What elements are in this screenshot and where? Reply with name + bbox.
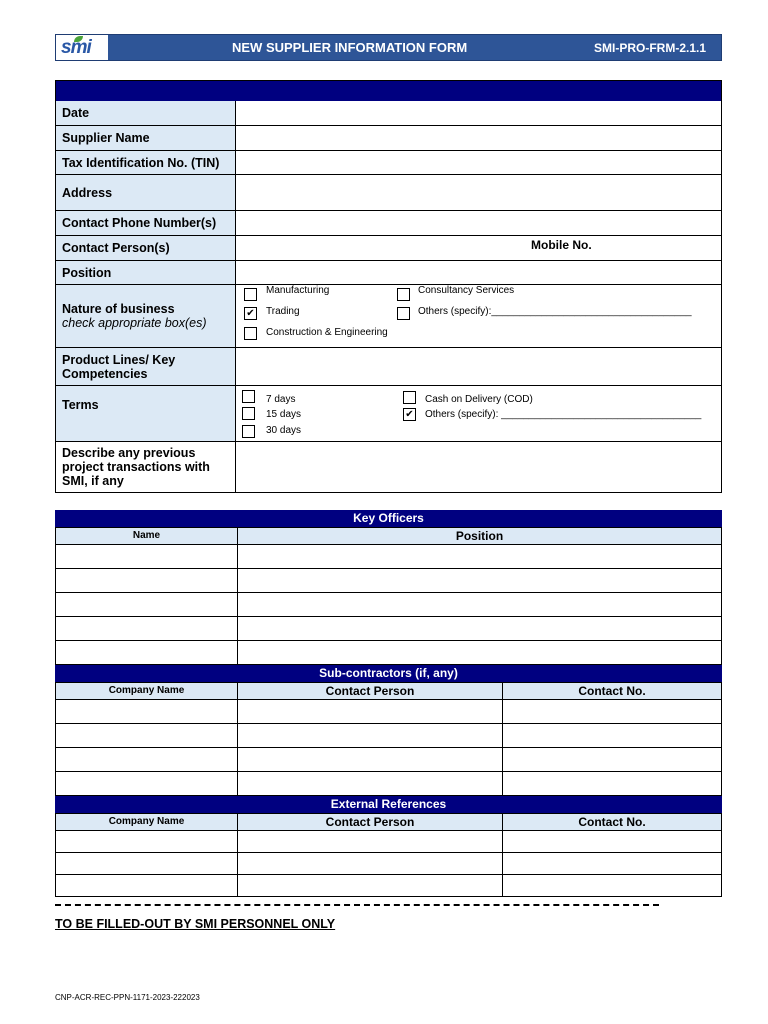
external-reference-cell[interactable]: [55, 830, 238, 853]
header-position: Position: [237, 527, 722, 545]
personnel-only-note: TO BE FILLED-OUT BY SMI PERSONNEL ONLY: [55, 917, 336, 931]
label-date: Date: [56, 101, 236, 126]
checkbox-7-days[interactable]: [242, 390, 255, 403]
subcontractor-cell[interactable]: [502, 771, 722, 796]
product-lines-field[interactable]: [236, 348, 721, 386]
subcontractor-cell[interactable]: [237, 771, 503, 796]
option-others-terms: Others (specify): ____________________________________: [425, 409, 702, 420]
document-control-code: CNP-ACR-REC-PPN-1171-2023-222023: [55, 993, 200, 1002]
option-7-days: 7 days: [266, 394, 296, 405]
external-reference-cell[interactable]: [237, 874, 503, 897]
contact-phone-field[interactable]: [236, 211, 721, 236]
key-officer-cell[interactable]: [55, 568, 238, 593]
external-reference-cell[interactable]: [237, 830, 503, 853]
contact-person-field[interactable]: [236, 236, 721, 261]
checkbox-manufacturing[interactable]: [244, 288, 257, 301]
label-address: Address: [56, 175, 236, 211]
sub-header-contact-no: Contact No.: [502, 682, 722, 700]
external-reference-cell[interactable]: [237, 852, 503, 875]
checkbox-15-days[interactable]: [242, 407, 255, 420]
checkbox-construction[interactable]: [244, 327, 257, 340]
option-30-days: 30 days: [266, 425, 302, 436]
tin-field[interactable]: [236, 151, 721, 175]
date-field[interactable]: [236, 101, 721, 126]
key-officer-cell[interactable]: [237, 640, 722, 665]
subcontractors-title: Sub-contractors (if, any): [55, 665, 722, 682]
label-tin: Tax Identification No. (TIN): [56, 151, 236, 175]
label-supplier-name: Supplier Name: [56, 126, 236, 151]
option-construction: Construction & Engineering: [266, 327, 388, 338]
mobile-no-label: Mobile No.: [531, 238, 592, 252]
subcontractor-cell[interactable]: [502, 723, 722, 748]
subcontractor-cell[interactable]: [237, 747, 503, 772]
checkbox-trading[interactable]: ✔: [244, 307, 257, 320]
address-field[interactable]: [236, 175, 721, 211]
logo-text: smi: [61, 37, 91, 58]
subcontractor-cell[interactable]: [55, 723, 238, 748]
subcontractor-cell[interactable]: [237, 723, 503, 748]
key-officer-cell[interactable]: [237, 592, 722, 617]
info-header-band: [56, 81, 721, 101]
option-others-business: Others (specify):____________________________________: [418, 306, 692, 317]
subcontractor-cell[interactable]: [55, 771, 238, 796]
subcontractor-cell[interactable]: [237, 699, 503, 724]
key-officer-cell[interactable]: [55, 592, 238, 617]
header-name: Name: [55, 527, 238, 545]
checkbox-others-terms[interactable]: ✔: [403, 408, 416, 421]
checkbox-others-business[interactable]: [397, 307, 410, 320]
key-officer-cell[interactable]: [237, 616, 722, 641]
key-officer-cell[interactable]: [55, 640, 238, 665]
checkbox-30-days[interactable]: [242, 425, 255, 438]
label-nature-of-business: Nature of business check appropriate box(es): [56, 285, 236, 348]
key-officer-cell[interactable]: [237, 544, 722, 569]
label-terms: Terms: [56, 386, 236, 442]
external-reference-cell[interactable]: [502, 830, 722, 853]
key-officer-cell[interactable]: [55, 544, 238, 569]
position-field[interactable]: [236, 261, 721, 285]
key-officers-title: Key Officers: [55, 510, 722, 527]
option-trading: Trading: [266, 306, 300, 317]
ref-header-contact-no: Contact No.: [502, 813, 722, 831]
previous-transactions-field[interactable]: [236, 442, 721, 492]
sub-header-company-name: Company Name: [55, 682, 238, 700]
sub-header-contact-person: Contact Person: [237, 682, 503, 700]
nature-of-business-hint: check appropriate box(es): [62, 316, 207, 330]
checkbox-consultancy[interactable]: [397, 288, 410, 301]
key-officer-cell[interactable]: [55, 616, 238, 641]
checkbox-cod[interactable]: [403, 391, 416, 404]
key-officer-cell[interactable]: [237, 568, 722, 593]
option-manufacturing: Manufacturing: [266, 285, 330, 296]
form-code: SMI-PRO-FRM-2.1.1: [594, 41, 707, 55]
external-reference-cell[interactable]: [502, 874, 722, 897]
label-contact-person: Contact Person(s): [56, 236, 236, 261]
smi-logo: [56, 35, 108, 60]
ref-header-company-name: Company Name: [55, 813, 238, 831]
nature-of-business-options: [236, 285, 721, 348]
option-cod: Cash on Delivery (COD): [425, 394, 533, 405]
subcontractor-cell[interactable]: [502, 699, 722, 724]
subcontractor-cell[interactable]: [502, 747, 722, 772]
label-product-lines: Product Lines/ Key Competencies: [56, 348, 236, 386]
external-reference-cell[interactable]: [502, 852, 722, 875]
option-15-days: 15 days: [266, 409, 302, 420]
form-title: NEW SUPPLIER INFORMATION FORM: [232, 40, 468, 55]
dashed-divider: [55, 904, 659, 906]
subcontractor-cell[interactable]: [55, 699, 238, 724]
option-consultancy: Consultancy Services: [418, 285, 515, 296]
supplier-name-field[interactable]: [236, 126, 721, 151]
subcontractor-cell[interactable]: [55, 747, 238, 772]
form-header: [55, 34, 722, 61]
supplier-info-table: [55, 80, 722, 493]
external-references-title: External References: [55, 796, 722, 813]
label-previous-transactions: Describe any previous project transactions with SMI, if any: [56, 442, 236, 492]
label-contact-phone: Contact Phone Number(s): [56, 211, 236, 236]
external-reference-cell[interactable]: [55, 852, 238, 875]
external-reference-cell[interactable]: [55, 874, 238, 897]
ref-header-contact-person: Contact Person: [237, 813, 503, 831]
terms-options: [236, 386, 721, 442]
label-position: Position: [56, 261, 236, 285]
